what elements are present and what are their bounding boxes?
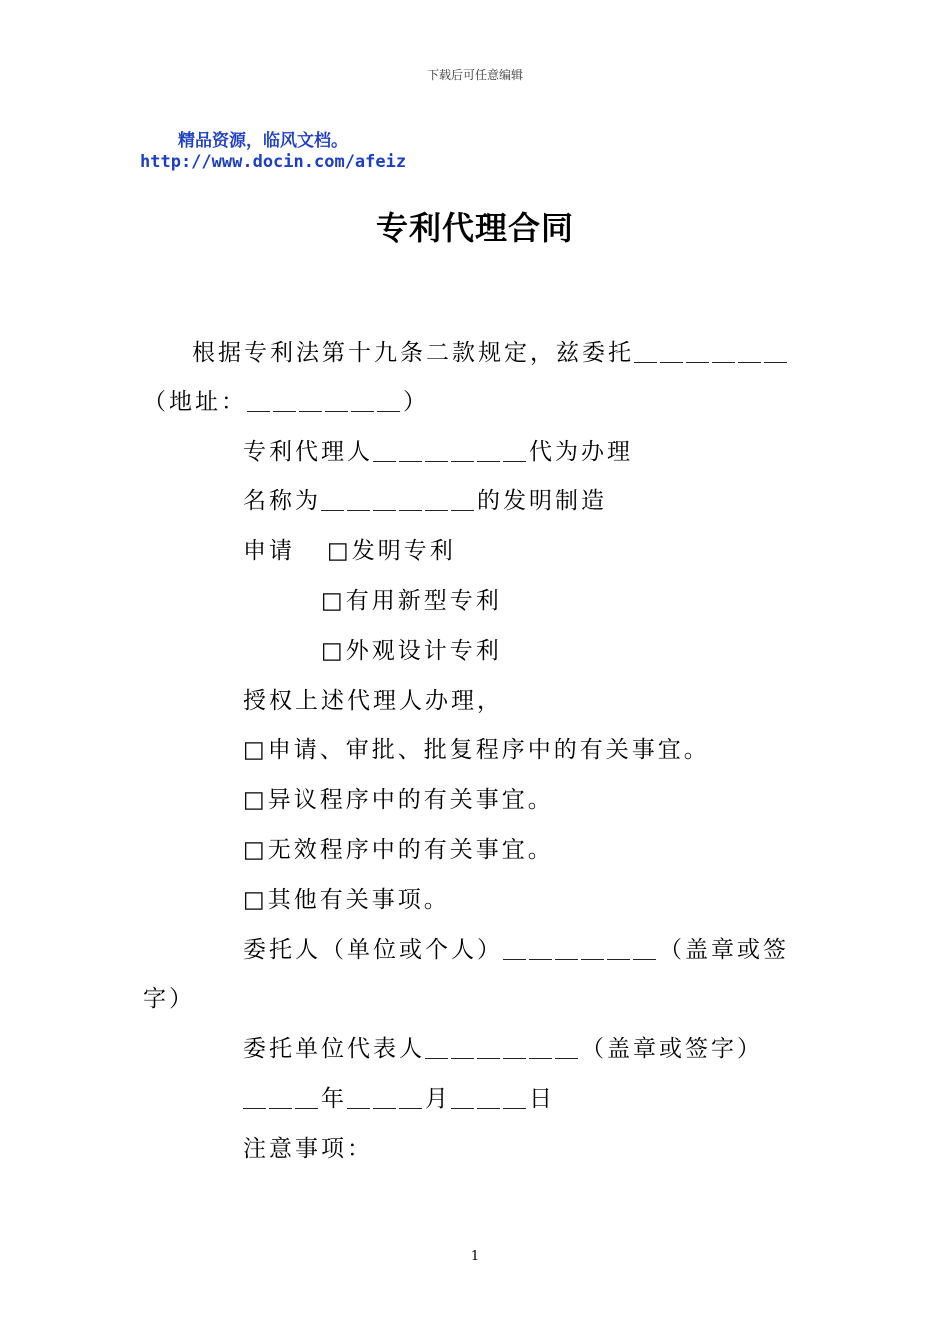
notes-heading: 注意事项： [243, 1136, 373, 1162]
paragraph-entrust: 根据专利法第十九条二款规定，兹委托＿＿＿＿＿＿ [192, 340, 790, 366]
header-note: 下载后可任意编辑 [426, 68, 523, 82]
checkbox-other-matters[interactable]: □其他有关事项。 [243, 887, 450, 913]
apply-label: 申请 [243, 538, 295, 564]
checkbox-utility-model[interactable]: □有用新型专利 [321, 588, 502, 614]
document-title: 专利代理合同 [375, 209, 574, 247]
checkbox-application-matters[interactable]: □申请、审批、批复程序中的有关事宜。 [243, 737, 710, 763]
paragraph-agent: 专利代理人＿＿＿＿＿＿代为办理 [243, 439, 633, 465]
paragraph-address: （地址：＿＿＿＿＿＿） [143, 389, 429, 415]
checkbox-opposition-matters[interactable]: □异议程序中的有关事宜。 [243, 787, 554, 813]
page-number: 1 [470, 1249, 480, 1264]
paragraph-authorize: 授权上述代理人办理， [243, 688, 503, 714]
paragraph-invention-name: 名称为＿＿＿＿＿＿的发明制造 [243, 488, 607, 514]
paragraph-representative: 委托单位代表人＿＿＿＿＿＿（盖章或签字） [243, 1036, 763, 1062]
date-line: ＿＿＿年＿＿＿月＿＿＿日 [243, 1086, 555, 1112]
promo-link[interactable]: http://www.docin.com/afeiz [140, 152, 407, 172]
paragraph-principal: 委托人（单位或个人）＿＿＿＿＿＿（盖章或签 [243, 937, 789, 963]
checkbox-invention-patent[interactable]: □发明专利 [327, 538, 456, 564]
checkbox-design-patent[interactable]: □外观设计专利 [321, 638, 502, 664]
checkbox-invalidation-matters[interactable]: □无效程序中的有关事宜。 [243, 837, 554, 863]
paragraph-principal-cont: 字） [143, 986, 195, 1012]
promo-text: 精品资源，临风文档。 [178, 131, 348, 151]
apply-row [243, 536, 456, 566]
